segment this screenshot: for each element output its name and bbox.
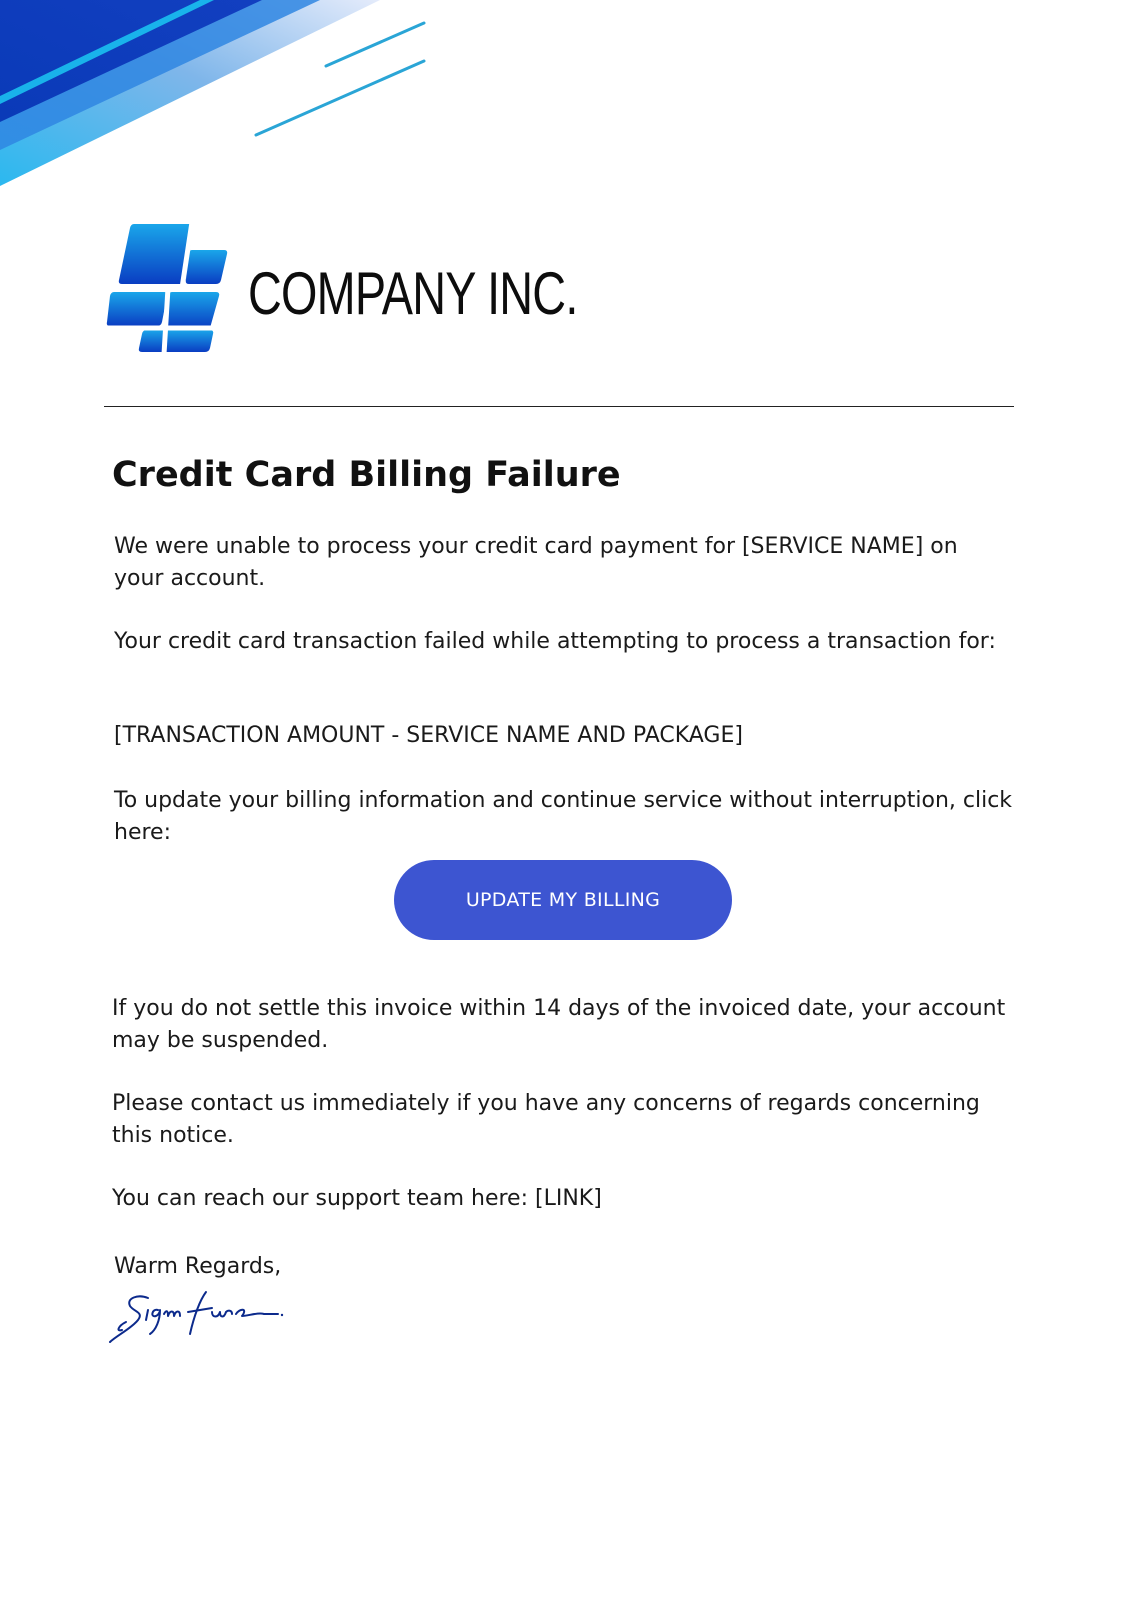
paragraph-transaction-details: [TRANSACTION AMOUNT - SERVICE NAME AND PACKAGE] — [114, 723, 743, 748]
paragraph-contact-request: Please contact us immediately if you have any concerns of regards concerning this notice. — [112, 1091, 980, 1148]
page-title: Credit Card Billing Failure — [112, 455, 621, 495]
corner-decoration — [0, 0, 440, 200]
header-divider — [104, 406, 1014, 407]
update-billing-button[interactable]: UPDATE MY BILLING — [394, 860, 732, 940]
paragraph-update-instructions: To update your billing information and continue service without interruption, click here: — [114, 788, 1013, 845]
paragraph-transaction-failed: Your credit card transaction failed while attempting to process a transaction for: — [114, 629, 996, 654]
paragraph-payment-failed: We were unable to process your credit card payment for [SERVICE NAME] on your account. — [114, 534, 958, 591]
signature-icon — [108, 1288, 284, 1346]
paragraph-support-link: You can reach our support team here: [LINK] — [112, 1186, 602, 1211]
company-logo-icon — [106, 222, 230, 354]
company-name: COMPANY INC. — [248, 260, 578, 327]
paragraph-suspension-warning: If you do not settle this invoice within 14 days of the invoiced date, your account may be suspended. — [112, 996, 1006, 1053]
closing-salutation: Warm Regards, — [114, 1254, 282, 1279]
